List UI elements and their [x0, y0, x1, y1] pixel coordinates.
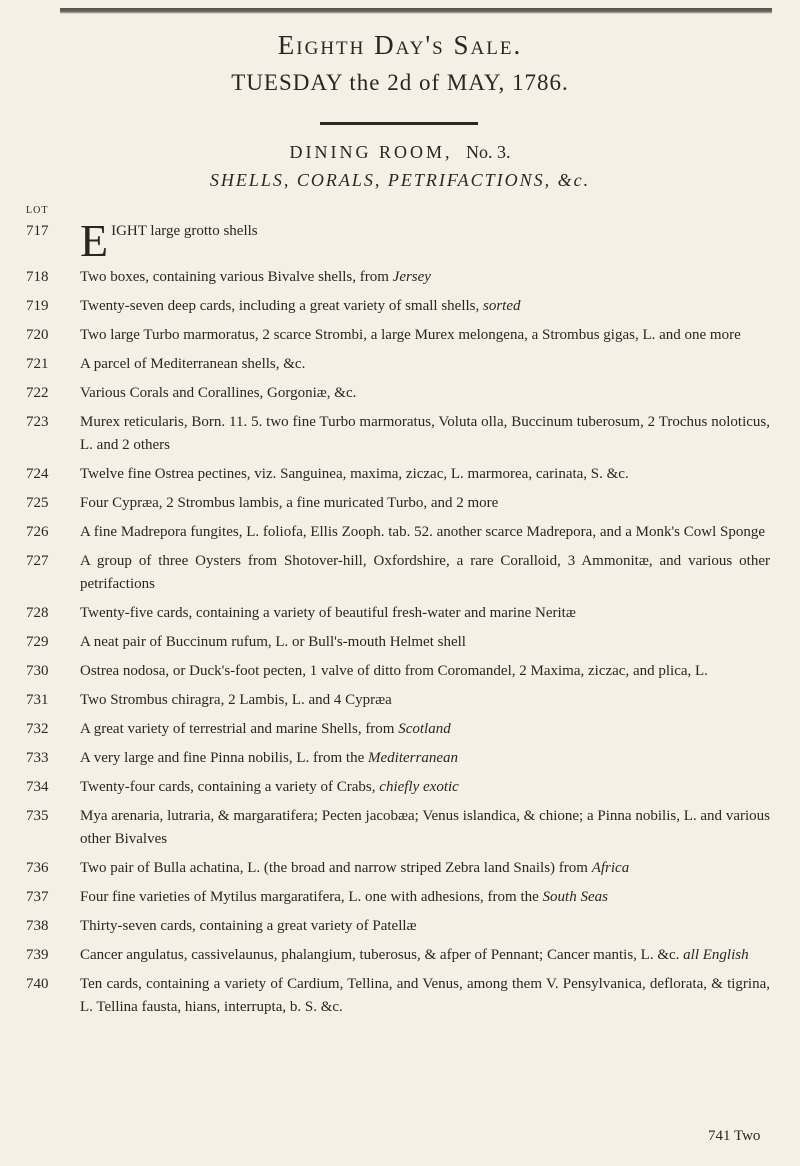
lot-number: 717: [26, 223, 49, 239]
divider-rule: [320, 122, 478, 125]
lot-description: [80, 689, 770, 712]
lot-number: 723: [26, 414, 49, 430]
lot-number: 730: [26, 663, 49, 679]
lot-number: 721: [26, 356, 49, 372]
lot-description: [80, 324, 770, 347]
lot-text: Cancer angulatus, cassivelaunus, phalangium, tuberosus, & afper of Pennant; Cancer mantis, L. &c.: [80, 947, 684, 963]
lot-number: 719: [26, 298, 49, 314]
lot-number: 740: [26, 976, 49, 992]
lot-entry: [0, 324, 800, 347]
lot-description: [80, 492, 770, 515]
lot-text: Two pair of Bulla achatina, L. (the broad and narrow striped Zebra land Snails) from: [80, 860, 592, 876]
lot-number: 739: [26, 947, 49, 963]
sale-title: Eighth Day's Sale.: [277, 30, 523, 60]
lot-number: 726: [26, 524, 49, 540]
lot-description: [80, 718, 770, 741]
lot-entry: [0, 463, 800, 486]
lot-number: 737: [26, 889, 49, 905]
lot-italic-note: South Seas: [542, 889, 608, 905]
lot-number: 729: [26, 634, 49, 650]
lot-entry: [0, 689, 800, 712]
lot-text: Twenty-five cards, containing a variety of beautiful fresh-water and marine Neritæ: [80, 605, 576, 621]
lot-number: 722: [26, 385, 49, 401]
lot-column-label: LOT: [26, 205, 49, 216]
lot-number: 731: [26, 692, 49, 708]
lot-entry: [0, 944, 800, 967]
lot-entry: [0, 266, 800, 289]
lot-text: Two Strombus chiragra, 2 Lambis, L. and 4 Cypræa: [80, 692, 392, 708]
lot-number: 732: [26, 721, 49, 737]
lot-text: Four Cypræa, 2 Strombus lambis, a fine muricated Turbo, and 2 more: [80, 495, 499, 511]
lot-description: [80, 602, 770, 625]
drop-cap: E: [80, 215, 109, 266]
lot-description: [80, 521, 770, 544]
lot-number: 738: [26, 918, 49, 934]
lot-entry: [0, 776, 800, 799]
lot-entry: [0, 660, 800, 683]
lot-text: A neat pair of Buccinum rufum, L. or Bull's-mouth Helmet shell: [80, 634, 466, 650]
room-heading: [0, 142, 800, 163]
lot-number: 718: [26, 269, 49, 285]
lot-text: Murex reticularis, Born. 11. 5. two fine Turbo marmoratus, Voluta olla, Buccinum tuberosum, 2 Trochus noloticus, L. and 2 others: [80, 414, 770, 453]
lot-entry: [0, 295, 800, 318]
lot-entry: [0, 915, 800, 938]
lot-description: [80, 747, 770, 770]
lot-italic-note: sorted: [483, 298, 521, 314]
lot-text: Various Corals and Corallines, Gorgoniæ, &c.: [80, 385, 357, 401]
lot-entry: [0, 747, 800, 770]
lot-entry: [0, 353, 800, 376]
lot-text: A parcel of Mediterranean shells, &c.: [80, 356, 306, 372]
catchword: 741 Two: [708, 1128, 761, 1144]
lot-number: 727: [26, 553, 49, 569]
lot-number: 725: [26, 495, 49, 511]
lot-number: 735: [26, 808, 49, 824]
lot-text: A fine Madrepora fungites, L. foliofa, Ellis Zooph. tab. 52. another scarce Madrepora, and a Monk's Cowl Sponge: [80, 524, 766, 540]
lot-description: [80, 353, 770, 376]
lot-entry: [0, 857, 800, 880]
lot-entry: [0, 411, 800, 457]
lot-italic-note: chiefly exotic: [379, 779, 459, 795]
lot-italic-note: all English: [683, 947, 749, 963]
lot-description: [80, 805, 770, 851]
lot-text: Two large Turbo marmoratus, 2 scarce Strombi, a large Murex melongena, a Strombus gigas, L. and one more: [80, 327, 741, 343]
lot-description: [80, 776, 770, 799]
lot-entry: [0, 718, 800, 741]
lot-entry: [0, 805, 800, 851]
lot-description: [80, 944, 770, 967]
room-name: DINING ROOM,: [289, 142, 453, 162]
lot-entry: [0, 550, 800, 596]
lot-description: [80, 660, 770, 683]
lot-text: Four fine varieties of Mytilus margaratifera, L. one with adhesions, from the: [80, 889, 543, 905]
lot-italic-note: Jersey: [392, 269, 431, 285]
lot-description: [80, 295, 770, 318]
lot-text: A group of three Oysters from Shotover-hill, Oxfordshire, a rare Coralloid, 3 Ammonitæ, and various other petrifactions: [80, 553, 770, 592]
lot-number: 733: [26, 750, 49, 766]
lot-description: [80, 215, 770, 266]
lot-text: IGHT large grotto shells: [111, 223, 258, 239]
lot-entry: [0, 382, 800, 405]
lot-entry: [0, 631, 800, 654]
lot-text: Twenty-seven deep cards, including a great variety of small shells,: [80, 298, 483, 314]
lot-description: [80, 411, 770, 457]
lot-entry: [0, 492, 800, 515]
top-rule-decoration: [60, 8, 772, 14]
lot-text: A very large and fine Pinna nobilis, L. from the: [80, 750, 368, 766]
sale-date: TUESDAY the 2d of MAY, 1786.: [231, 70, 569, 95]
lot-number: 724: [26, 466, 49, 482]
lot-description: [80, 382, 770, 405]
lot-list: [0, 215, 800, 1025]
lot-text: Twelve fine Ostrea pectines, viz. Sanguinea, maxima, ziczac, L. marmorea, carinata, S. &c.: [80, 466, 629, 482]
lot-text: Two boxes, containing various Bivalve shells, from: [80, 269, 393, 285]
lot-number: 720: [26, 327, 49, 343]
lot-description: [80, 973, 770, 1019]
lot-description: [80, 266, 770, 289]
lot-number: 736: [26, 860, 49, 876]
lot-description: [80, 463, 770, 486]
lot-text: Mya arenaria, lutraria, & margaratifera; Pecten jacobæa; Venus islandica, & chione; a Pinna nobilis, L. and various other Bivalves: [80, 808, 770, 847]
lot-number: 734: [26, 779, 49, 795]
lot-description: [80, 886, 770, 909]
lot-number: 728: [26, 605, 49, 621]
lot-italic-note: Africa: [591, 860, 630, 876]
lot-entry: [0, 521, 800, 544]
lot-description: [80, 857, 770, 880]
lot-italic-note: Scotland: [398, 721, 451, 737]
lot-text: A great variety of terrestrial and marine Shells, from: [80, 721, 399, 737]
lot-text: Ten cards, containing a variety of Cardium, Tellina, and Venus, among them V. Pensylvanica, deflorata, & tigrina, L. Tellina fausta, hians, interrupta, b. S. &c.: [80, 976, 770, 1015]
lot-entry: [0, 886, 800, 909]
lot-italic-note: Mediterranean: [368, 750, 458, 766]
lot-description: [80, 550, 770, 596]
section-heading: SHELLS, CORALS, PETRIFACTIONS, &c.: [209, 170, 591, 190]
lot-description: [80, 631, 770, 654]
lot-description: [80, 915, 770, 938]
lot-text: Thirty-seven cards, containing a great variety of Patellæ: [80, 918, 417, 934]
lot-text: Twenty-four cards, containing a variety of Crabs,: [80, 779, 380, 795]
lot-entry: [0, 215, 800, 266]
lot-entry: [0, 602, 800, 625]
lot-text: Ostrea nodosa, or Duck's-foot pecten, 1 valve of ditto from Coromandel, 2 Maxima, ziczac, and plica, L.: [80, 663, 708, 679]
room-number: No. 3.: [466, 142, 511, 162]
lot-entry: [0, 973, 800, 1019]
